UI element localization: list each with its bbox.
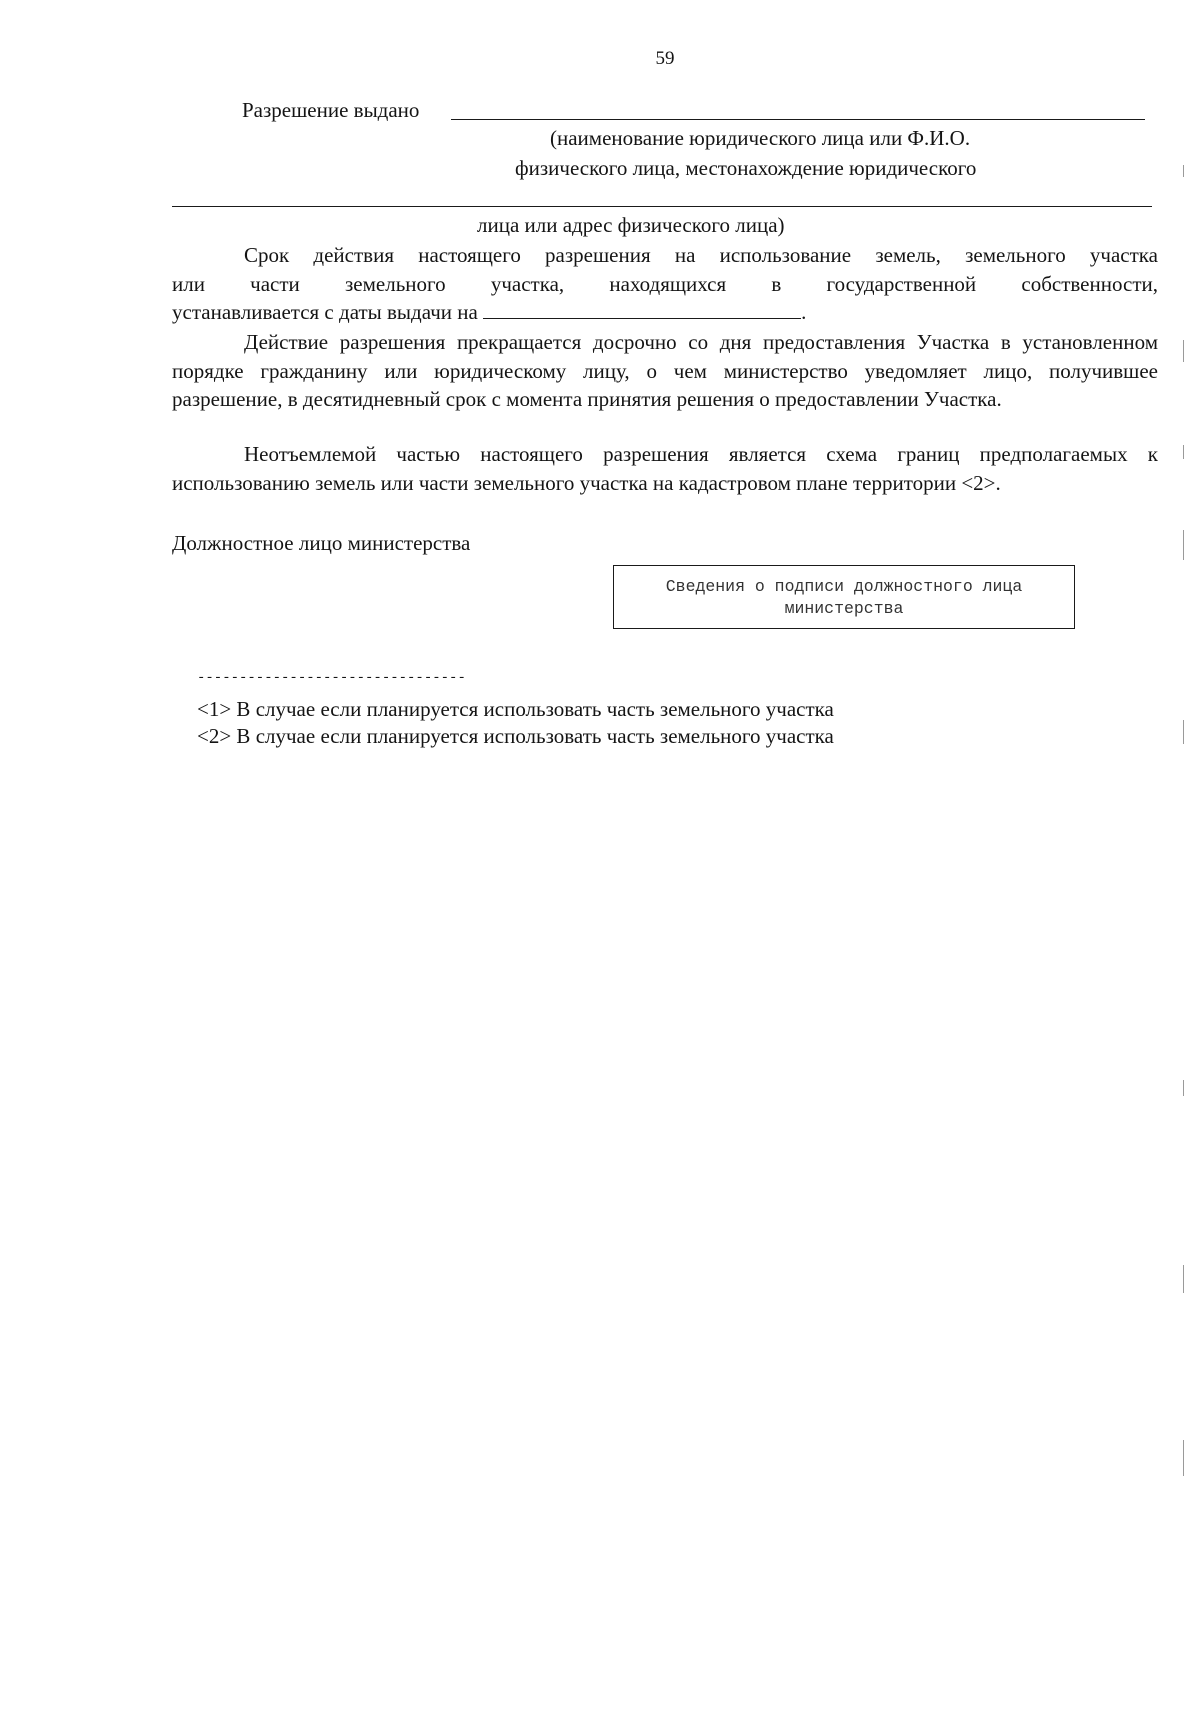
scan-edge-mark: [1183, 340, 1184, 362]
term-line-2: или части земельного участка, находящихся в государственной собственности,: [172, 271, 1158, 296]
scan-edge-mark: [1183, 1265, 1184, 1293]
scan-edge-mark: [1183, 530, 1184, 560]
scan-edge-mark: [1183, 1080, 1184, 1096]
signature-info-box: [613, 565, 1075, 629]
signature-info-line-2: министерства: [784, 599, 904, 618]
scheme-paragraph: Неотъемлемой частью настоящего разрешения является схема границ предполагаемых к использованию земель или части земельного участка на кадастровом плане территории <2>.: [172, 442, 1158, 495]
term-date-blank: [483, 300, 801, 319]
issued-note-line-2: физического лица, местонахождение юридического: [515, 156, 977, 180]
issued-note-line-1: (наименование юридического лица или Ф.И.О.: [550, 126, 971, 150]
scan-edge-mark: [1183, 445, 1184, 459]
issued-note-line-3: лица или адрес физического лица): [477, 213, 785, 237]
term-paragraph: [172, 241, 1158, 327]
issued-to-blank-line: [451, 119, 1145, 120]
page-number: 59: [655, 48, 675, 69]
signature-info-line-1: Сведения о подписи должностного лица: [665, 577, 1023, 596]
scan-edge-mark: [1183, 165, 1184, 177]
footnote-separator: --------------------------------: [197, 670, 466, 686]
footnote-1: <1> В случае если планируется использовать часть земельного участка: [197, 697, 834, 721]
issued-to-label: Разрешение выдано: [242, 98, 420, 122]
term-line-1: Срок действия настоящего разрешения на использование земель, земельного участка: [244, 243, 1158, 267]
scan-edge-mark: [1183, 720, 1184, 744]
issued-to-second-blank-line: [172, 206, 1152, 207]
termination-paragraph: Действие разрешения прекращается досрочно со дня предоставления Участка в установленном порядке гражданину или юридическому лицу, о чем министерство уведомляет лицо, получившее разрешение, в десятидневный срок с момента принятия решения о предоставлении Участка.: [172, 330, 1158, 411]
official-label: Должностное лицо министерства: [172, 531, 471, 555]
scan-edge-mark: [1183, 1440, 1184, 1476]
footnote-2: <2> В случае если планируется использовать часть земельного участка: [197, 724, 834, 748]
term-line-3: устанавливается с даты выдачи на .: [172, 300, 807, 324]
